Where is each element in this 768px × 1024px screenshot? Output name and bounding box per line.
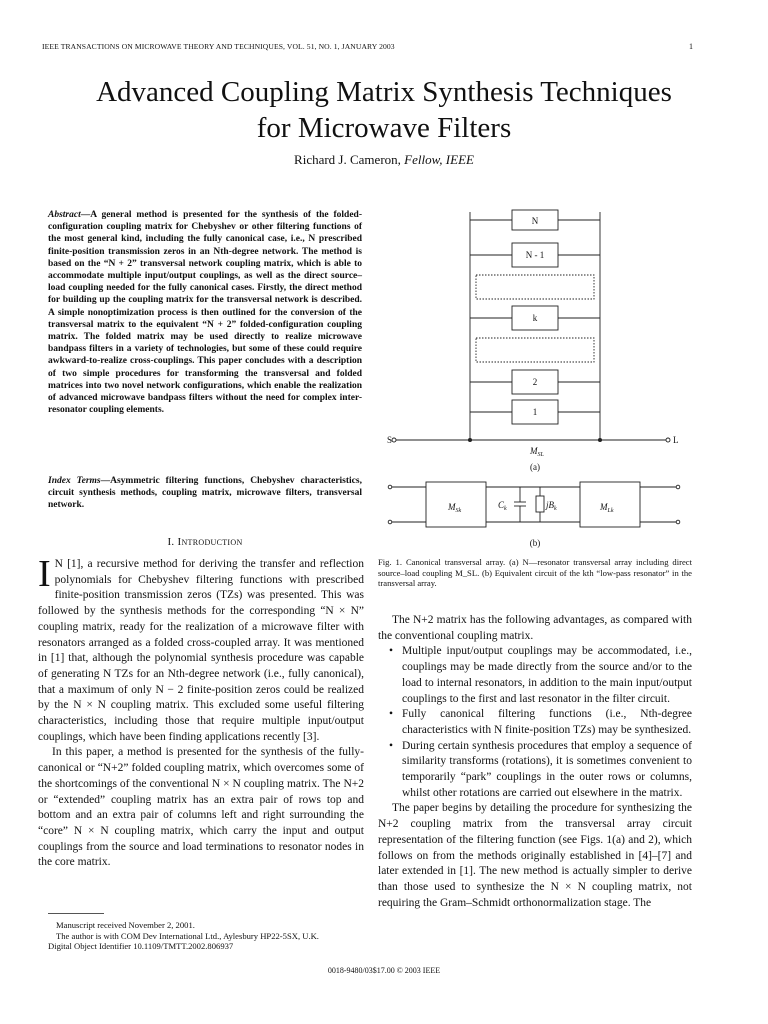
footnote (48, 920, 370, 952)
index-terms-text: —Asymmetric filtering functions, Chebyshev characteristics, circuit synthesis methods, coupling matrix, microwave filters, transversal network. (48, 476, 362, 511)
section-heading-introduction (48, 536, 362, 548)
dotted-resonator-box (476, 275, 594, 299)
resonator-label-1: 1 (532, 407, 538, 417)
terminal (388, 520, 392, 524)
resonator-label-2: 2 (532, 377, 538, 387)
msk-inverter-box (426, 482, 486, 527)
jbk-element-box (536, 496, 544, 512)
ck-label: $C_k$ (498, 500, 507, 512)
issn-line: 0018-9480/03$17.00 © 2003 IEEE (327, 966, 441, 975)
intro-paragraph-1-text: N [1], a recursive method for deriving the transfer and reflection polynomials for Chebyshev filtering functions with prescribed finite-position transmission zeros (TZs) was presented. This was followed by the synthesis methods for the corresponding “N × N” coupling matrix, ready for the realization of a microwave filter with resonators arranged as a folded cross-coupled array. It was mentioned in [1] that, although the polynomial synthesis procedure was capable of generating N TZs for an Nth-degree network (i.e., fully canonical), that a maximum of only N − 2 finite-position zeros could be realized by the N × N coupling matrix. This excluded some useful filtering characteristics, including those that require multiple input/output couplings, which have been finding applications recently [3]. (38, 558, 364, 743)
source-terminal (392, 438, 396, 442)
dotted-resonator-box (476, 338, 594, 362)
figure-1b-equivalent-circuit (388, 482, 680, 527)
figure-1-diagram (380, 200, 720, 560)
terminal (388, 485, 392, 489)
advantages-intro: The N+2 matrix has the following advantages, as compared with the conventional coupling matrix. (378, 614, 692, 642)
intro-paragraph-2: In this paper, a method is presented for the synthesis of the fully-canonical or “N+2” folded coupling matrix, which overcomes some of the shortcomings of the conventional N × N coupling matrix. The N+2 or “extended” coupling matrix has an extra pair of rows top and bottom and an extra pair of columns left and right surrounding the “core” N × N coupling matrix, which carry the input and output couplings from the source and load terminations to resonator nodes in the core matrix. (38, 746, 364, 869)
index-terms (48, 475, 362, 512)
list-item: • During certain synthesis procedures that employ a sequence of similarity transforms (rotations), it is sometimes convenient to temporarily “park” couplings in the outer rows or columns, whilst other rotations are carried out elsewhere in the matrix. (402, 739, 692, 802)
node (598, 438, 601, 441)
msl-label: $M_{SL}$ (530, 446, 544, 458)
author-grade: Fellow, IEEE (404, 152, 474, 167)
drop-cap: I (38, 553, 51, 595)
running-header: IEEE TRANSACTIONS ON MICROWAVE THEORY AND TECHNIQUES, VOL. 51, NO. 1, JANUARY 2003 (42, 42, 395, 51)
mlk-inverter-box (580, 482, 640, 527)
panel-b-label: (b) (529, 538, 541, 548)
jbk-label: $jB_k$ (546, 500, 557, 512)
list-item: • Multiple input/output couplings may be accommodated, i.e., couplings may be made directly from the source and/or to the load to internal resonators, in addition to the main input/output couplings to the first and last resonator in the filter circuit. (402, 644, 692, 707)
figure-1-caption: Fig. 1. Canonical transversal array. (a) N—resonator transversal array including direct source–load coupling M_SL. (b) Equivalent circuit of the kth “low-pass resonator” in the transversal array. (378, 557, 692, 589)
title-line-2: for Microwave Filters (256, 112, 512, 144)
resonator-label-k: k (532, 313, 538, 323)
load-terminal (666, 438, 670, 442)
mlk-label: $M_{Lk}$ (600, 502, 614, 514)
abstract-lead: Abstract (48, 210, 81, 220)
abstract-text: —A general method is presented for the synthesis of the folded-configuration coupling matrix for Chebyshev or other filtering functions of the most general kind, including the fully canonical case, i.e., N prescribed finite-position transmission zeros in an Nth-degree network. The method is based on the “N + 2” transversal network coupling matrix, which is able to accommodate multiple input/output couplings, as well as the direct source–load coupling needed for the fully canonical cases. Firstly, the direct method for building up the coupling matrix for the transversal network is described. A simple nonoptimization process is then outlined for the conversion of the transversal matrix to the equivalent “N + 2” folded-configuration coupling matrix. The folded matrix may be used directly to realize microwave bandpass filters in a variety of technologies, but some of these could require awkward-to-realize cross-couplings. This paper concludes with a description of two simple procedures for transforming the transversal and folded matrices into two novel network configurations, which enable the realization of advanced microwave bandpass filters without the need for complex inter-resonator coupling elements. (48, 210, 362, 416)
resonator-label-n-1: N - 1 (525, 250, 545, 260)
source-label: S (387, 435, 393, 445)
list-item: • Fully canonical filtering functions (i.e., Nth-degree characteristics with N finite-position TZs) may be synthesized. (402, 707, 692, 738)
footnote-affiliation: The author is with COM Dev International Ltd., Aylesbury HP22-5SX, U.K. (56, 930, 319, 941)
footnote-rule (48, 913, 104, 914)
section-numeral: I. (167, 536, 175, 548)
msk-label: $M_{Sk}$ (448, 502, 462, 514)
figure-1a-transversal-array (392, 210, 670, 442)
terminal (676, 485, 680, 489)
index-terms-lead: Index Terms (48, 476, 101, 486)
left-column-body (38, 553, 364, 871)
section-title: Introduction (177, 536, 243, 548)
author-name: Richard J. Cameron, (294, 152, 401, 167)
paper-title (0, 74, 768, 146)
page-number: 1 (689, 42, 693, 51)
footnote-doi: Digital Object Identifier 10.1109/TMTT.2002.806937 (48, 941, 234, 952)
title-line-1: Advanced Coupling Matrix Synthesis Techniques (96, 76, 672, 108)
load-label: L (673, 435, 679, 445)
terminal (676, 520, 680, 524)
body-paragraph: The paper begins by detailing the procedure for synthesizing the N+2 coupling matrix from the transversal array circuit representation of the filtering function (see Figs. 1(a) and 2), which follows on from the methods originally established in [4]–[7] and later extended in [1]. The new method is actually simpler to derive than those used to synthesize the N × N coupling matrix, not requiring the Gram–Schmidt orthonormalization stage. The (378, 802, 692, 909)
author-line (0, 152, 768, 168)
node (468, 438, 471, 441)
intro-paragraph-1 (38, 553, 364, 745)
abstract (48, 209, 362, 416)
advantages-list (378, 644, 692, 801)
right-column-body (378, 613, 692, 911)
resonator-label-n: N (531, 216, 539, 226)
footnote-received: Manuscript received November 2, 2001. (56, 920, 195, 930)
panel-a-label: (a) (530, 462, 540, 472)
